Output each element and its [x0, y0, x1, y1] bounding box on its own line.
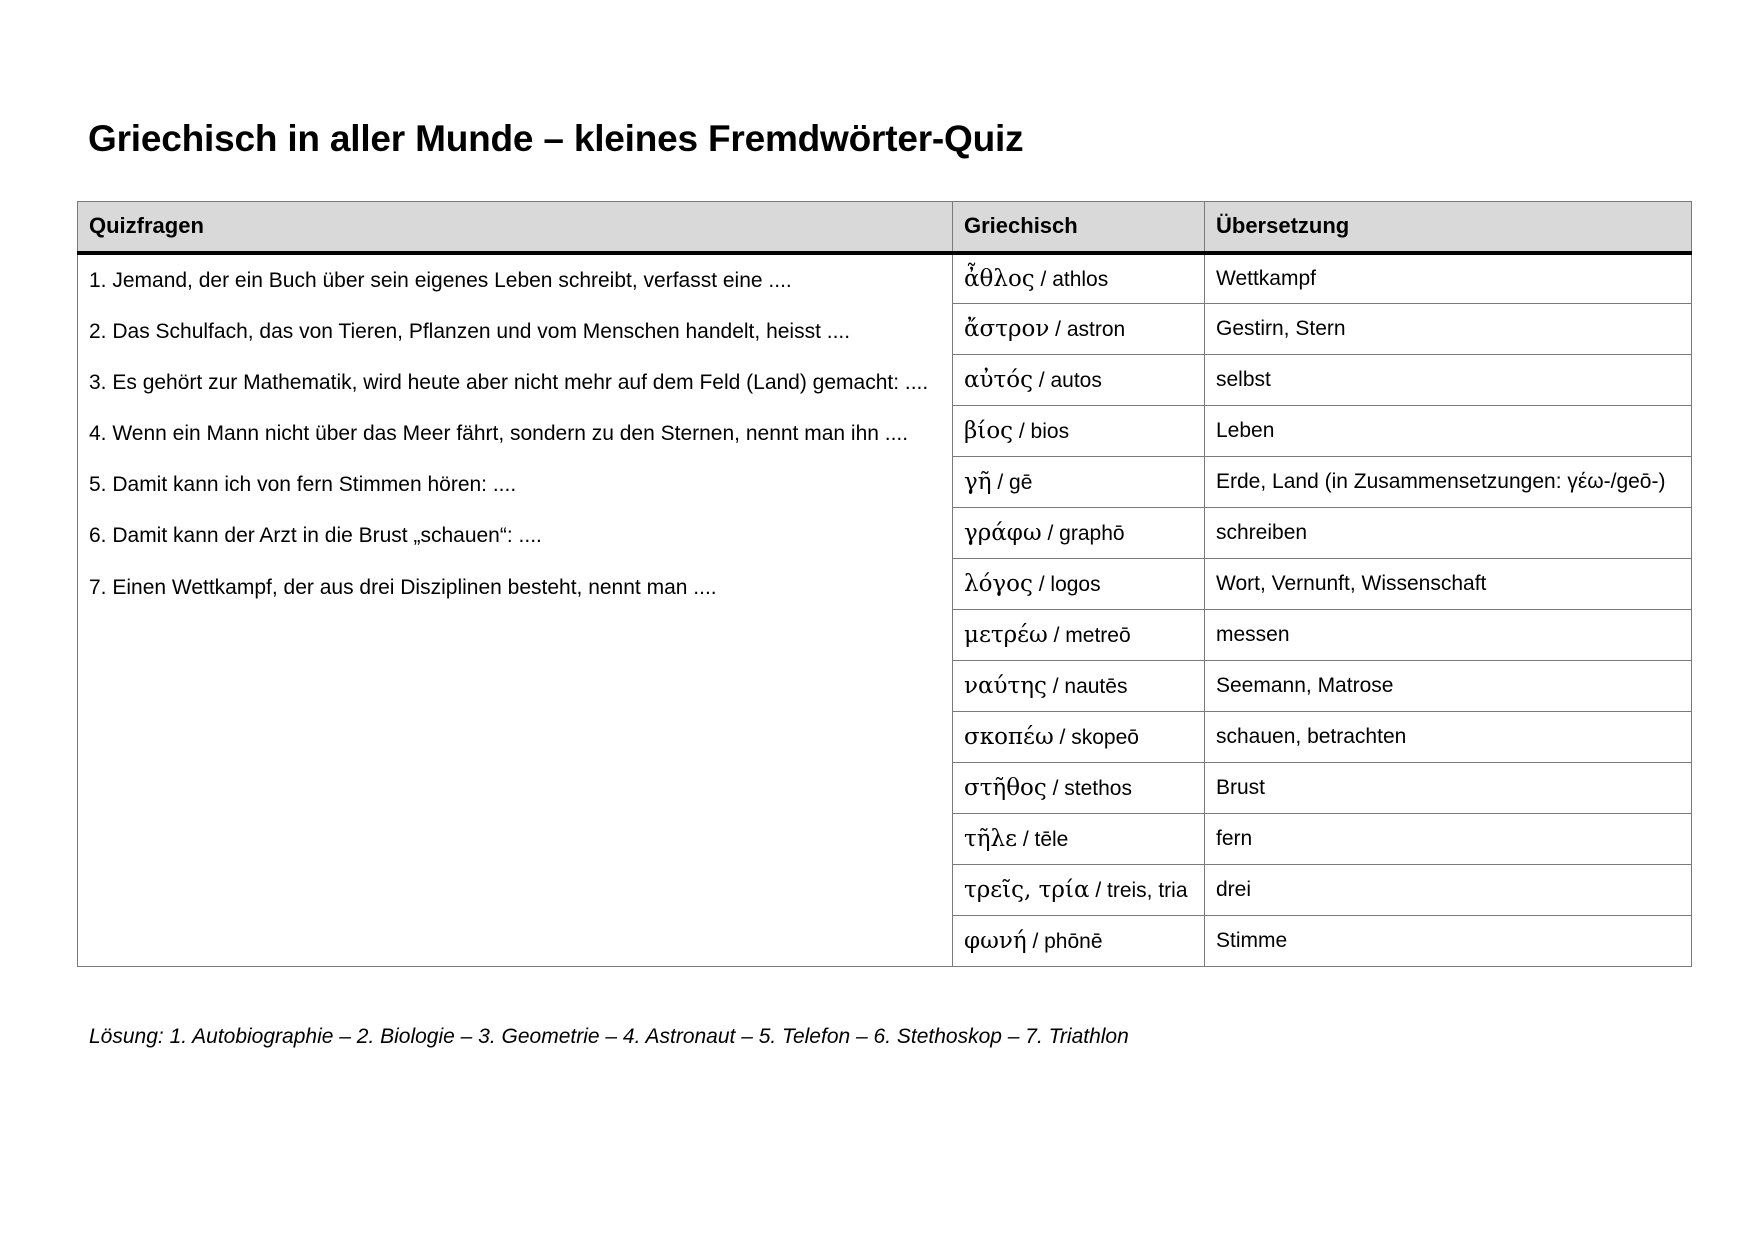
question-4: 4. Wenn ein Mann nicht über das Meer fährt, sondern zu den Sternen, nennt man ihn .... — [89, 422, 909, 446]
greek-word: τῆλε — [964, 826, 1017, 852]
translation-cell: fern — [1205, 814, 1692, 865]
questions-cell — [78, 253, 953, 967]
translation-cell: Gestirn, Stern — [1205, 304, 1692, 355]
translation-cell: Wettkampf — [1205, 253, 1692, 304]
greek-word: τρεῖς, τρία — [964, 877, 1090, 903]
greek-cell — [953, 406, 1205, 457]
greek-word: ἄστρον — [964, 316, 1050, 342]
greek-word: γράφω — [964, 520, 1042, 546]
translation-cell: Wort, Vernunft, Wissenschaft — [1205, 559, 1692, 610]
greek-cell — [953, 457, 1205, 508]
transliteration: / nautēs — [1046, 675, 1128, 698]
transliteration: / athlos — [1034, 267, 1109, 291]
greek-word: σκοπέω — [964, 724, 1054, 750]
question-2: 2. Das Schulfach, das von Tieren, Pflanzen und vom Menschen handelt, heisst .... — [89, 319, 851, 343]
greek-cell — [953, 865, 1205, 916]
transliteration: / stethos — [1046, 777, 1132, 800]
greek-cell — [953, 763, 1205, 814]
question-3: 3. Es gehört zur Mathematik, wird heute aber nicht mehr auf dem Feld (Land) gemacht: .... — [89, 370, 929, 394]
question-1: 1. Jemand, der ein Buch über sein eigenes Leben schreibt, verfasst eine .... — [89, 268, 792, 292]
greek-word: ναύτης — [964, 673, 1047, 699]
transliteration: / graphō — [1041, 522, 1125, 545]
table-row — [78, 253, 1692, 304]
transliteration: / astron — [1049, 318, 1126, 341]
question-6: 6. Damit kann der Arzt in die Brust „schauen“: .... — [89, 524, 542, 548]
greek-cell — [953, 610, 1205, 661]
greek-cell — [953, 814, 1205, 865]
greek-word: λόγος — [964, 571, 1033, 597]
translation-cell: Stimme — [1205, 916, 1692, 967]
translation-cell: Erde, Land (in Zusammensetzungen: γέω-/geō-) — [1205, 457, 1692, 508]
translation-cell: Leben — [1205, 406, 1692, 457]
greek-cell — [953, 355, 1205, 406]
translation-cell: schreiben — [1205, 508, 1692, 559]
transliteration: / skopeō — [1053, 726, 1139, 749]
header-greek: Griechisch — [953, 202, 1205, 253]
greek-word: αὐτός — [964, 367, 1033, 393]
quiz-table — [77, 201, 1692, 967]
table-header-row — [78, 202, 1692, 253]
greek-cell — [953, 304, 1205, 355]
transliteration: / gē — [991, 471, 1033, 494]
transliteration: / tēle — [1017, 828, 1069, 851]
transliteration: / treis, tria — [1089, 879, 1188, 902]
solution-text: Lösung: 1. Autobiographie – 2. Biologie – 3. Geometrie – 4. Astronaut – 5. Telefon – 6. Stethoskop – 7. Triathlon — [89, 1025, 1129, 1048]
transliteration: / bios — [1013, 420, 1070, 443]
greek-word: ἆθλος — [964, 265, 1035, 292]
translation-cell: messen — [1205, 610, 1692, 661]
greek-cell — [953, 712, 1205, 763]
transliteration: / autos — [1032, 369, 1102, 392]
question-5: 5. Damit kann ich von fern Stimmen hören: .... — [89, 473, 517, 497]
greek-word: βίος — [964, 418, 1014, 444]
translation-cell: drei — [1205, 865, 1692, 916]
translation-cell: selbst — [1205, 355, 1692, 406]
translation-cell: Seemann, Matrose — [1205, 661, 1692, 712]
question-7: 7. Einen Wettkampf, der aus drei Disziplinen besteht, nennt man .... — [89, 575, 717, 599]
greek-cell — [953, 916, 1205, 967]
translation-cell: Brust — [1205, 763, 1692, 814]
greek-cell — [953, 661, 1205, 712]
greek-word: γῆ — [964, 469, 992, 495]
greek-cell — [953, 559, 1205, 610]
page-title: Griechisch in aller Munde – kleines Fremdwörter-Quiz — [88, 118, 1024, 159]
transliteration: / metreō — [1047, 624, 1131, 647]
greek-word: στῆθος — [964, 775, 1047, 801]
transliteration: / phōnē — [1026, 930, 1103, 953]
header-questions: Quizfragen — [78, 202, 953, 253]
greek-word: μετρέω — [964, 622, 1048, 648]
header-translation: Übersetzung — [1205, 202, 1692, 253]
greek-word: φωνή — [964, 928, 1027, 954]
greek-cell — [953, 508, 1205, 559]
greek-cell — [953, 253, 1205, 304]
translation-cell: schauen, betrachten — [1205, 712, 1692, 763]
transliteration: / logos — [1032, 573, 1101, 596]
